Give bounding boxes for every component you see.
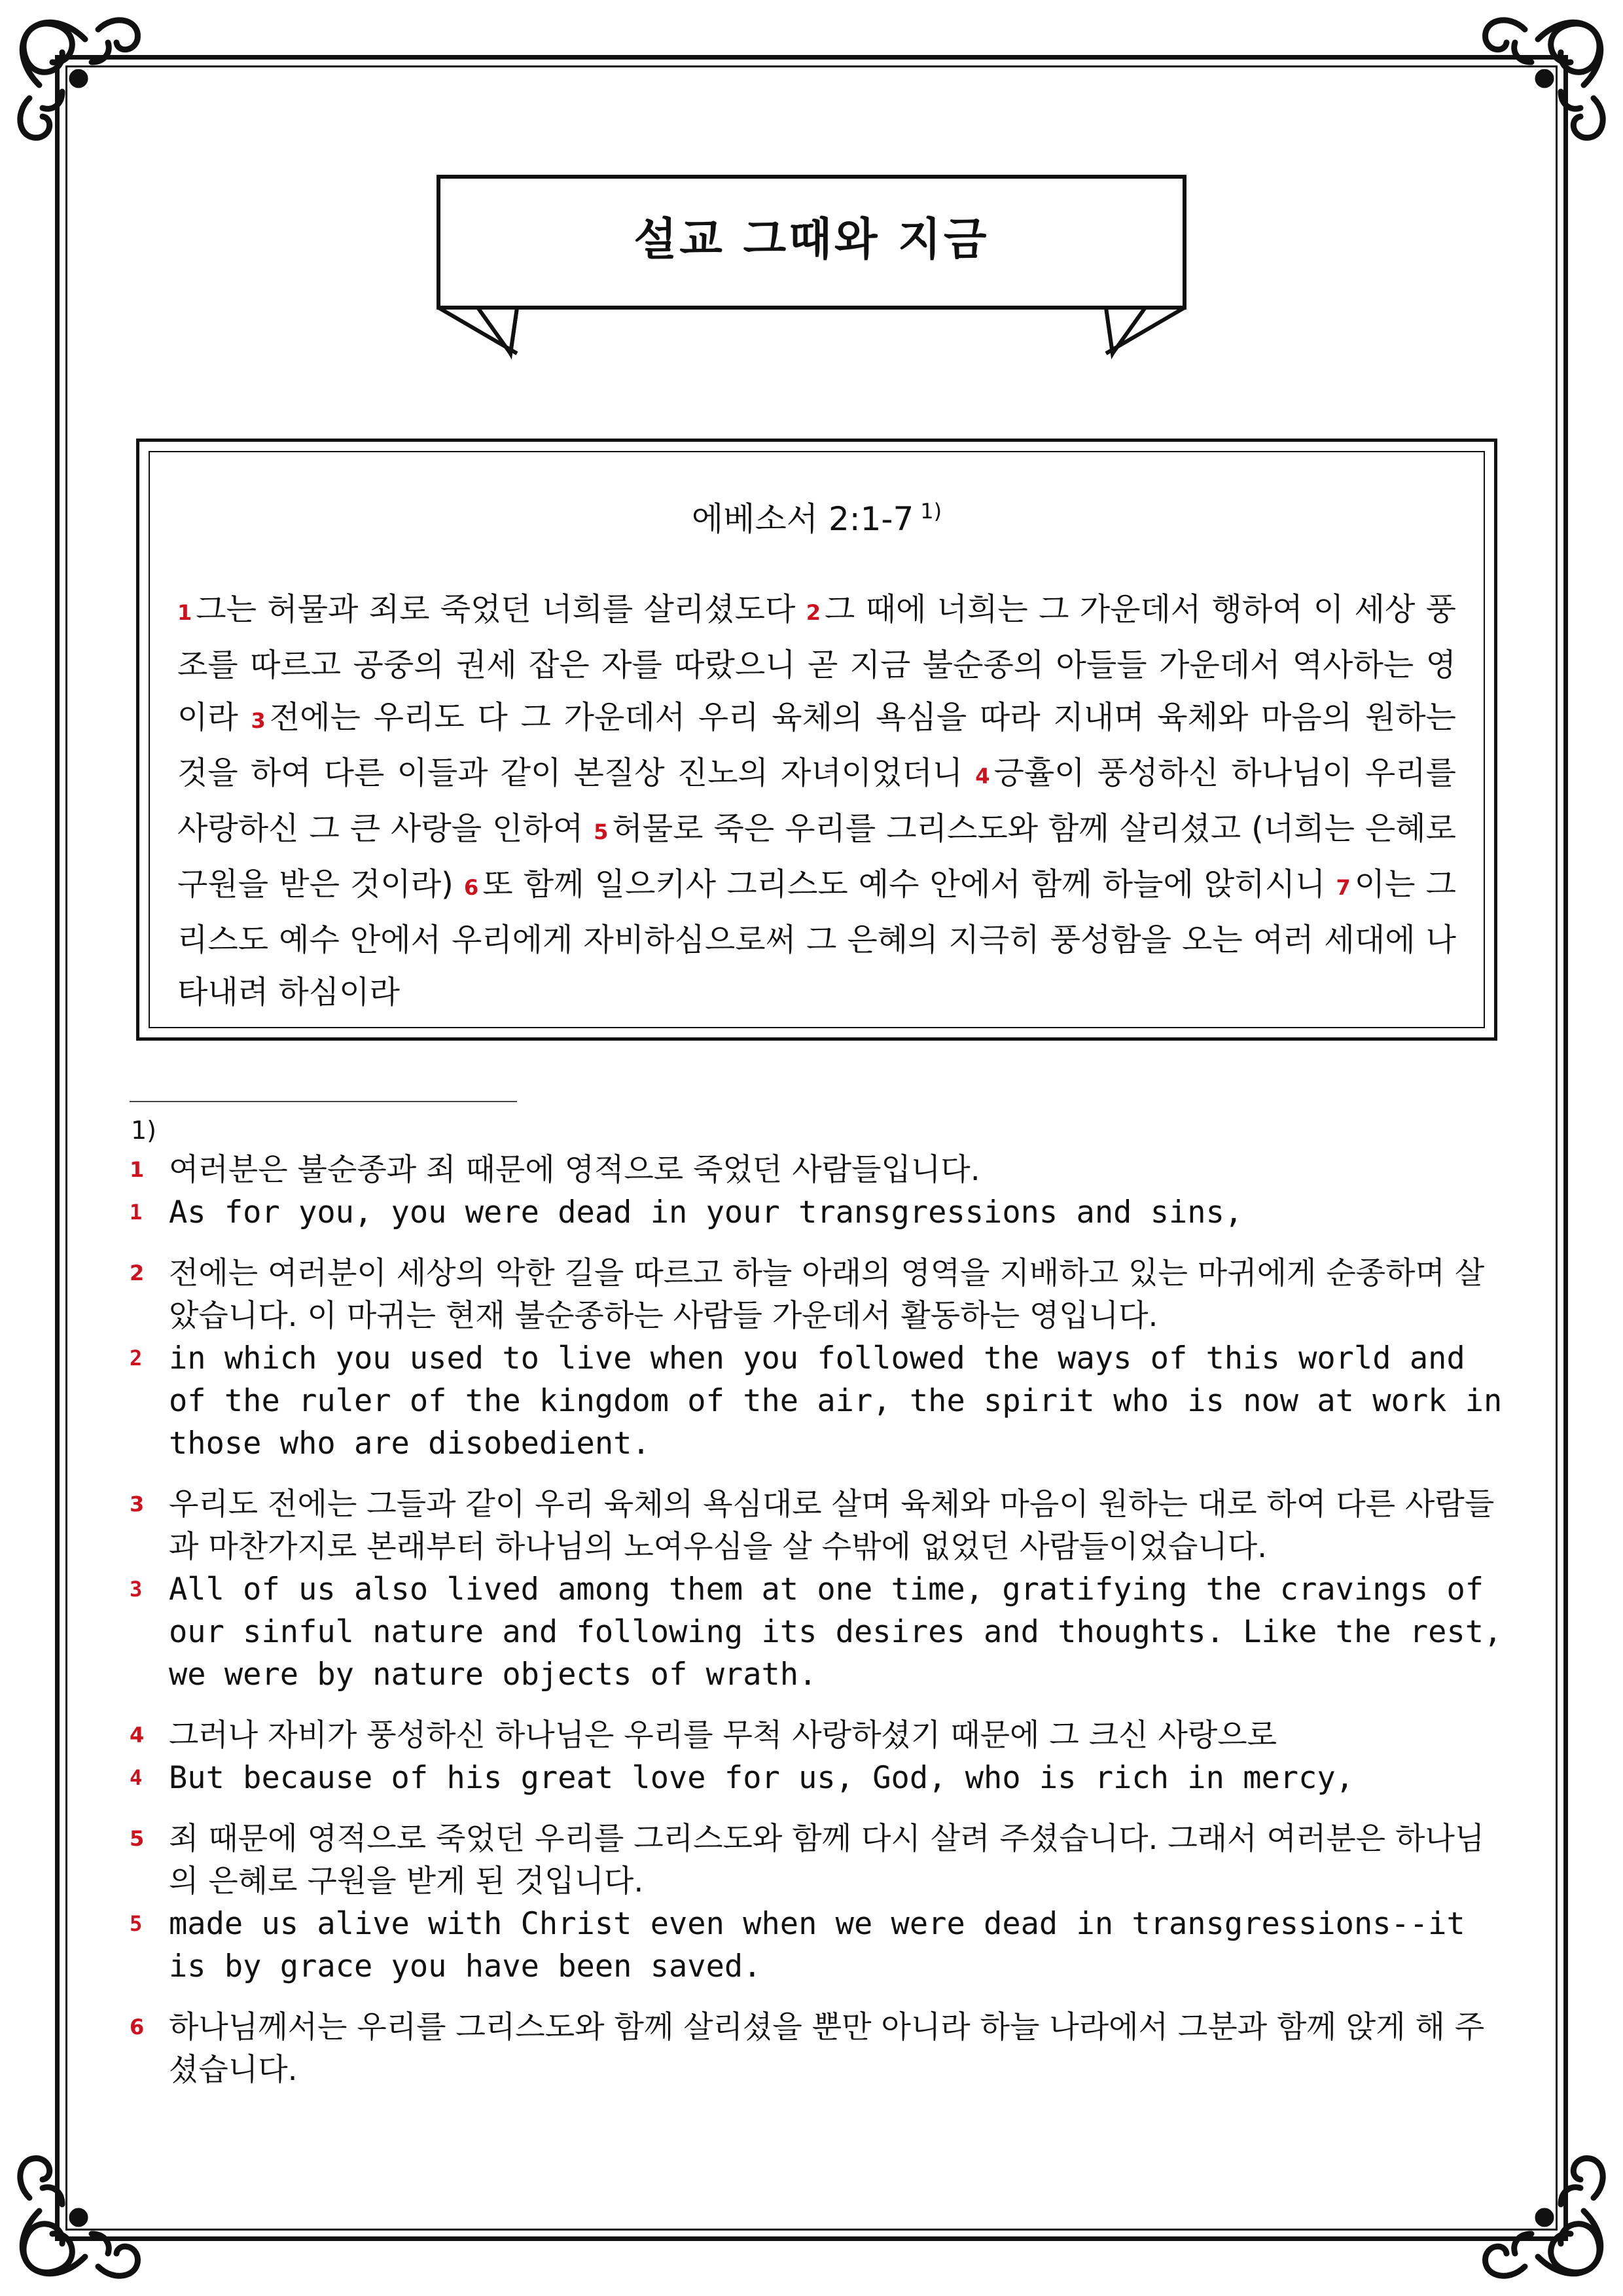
verse-text: 그는 허물과 죄로 죽었던 너희를 살리셨도다	[196, 591, 796, 628]
corner-ornament-icon	[1453, 2126, 1623, 2296]
footnote-number: 5	[130, 1911, 143, 1936]
page-title: 설교 그때와 지금	[633, 214, 990, 266]
footnote-group	[130, 1483, 1504, 1696]
footnote-number: 5	[130, 1826, 145, 1851]
footnote-korean	[130, 2006, 1504, 2091]
footnote-ko-text: 하나님께서는 우리를 그리스도와 함께 살리셨을 뿐만 아니라 하늘 나라에서 그분과 함께 앉게 해 주셨습니다.	[169, 2009, 1485, 2088]
footnote-ko-text: 죄 때문에 영적으로 죽었던 우리를 그리스도와 함께 다시 살려 주셨습니다. 그래서 여러분은 하나님의 은혜로 구원을 받게 된 것입니다.	[169, 1821, 1485, 1899]
scripture-box	[136, 439, 1497, 1041]
footnote-group	[130, 2006, 1504, 2091]
footnote-korean	[130, 1149, 1504, 1191]
verse-text: 그 때에 너희는 그 가운데서 행하여 이 세상 풍조를 따르고 공중의 권세 잡은 자를 따랐으니 곧 지금 불순종의 아들들 가운데서 역사하는 영이라	[177, 591, 1456, 736]
verse-text: 전에는 우리도 다 그 가운데서 우리 육체의 욕심을 따라 지내며 육체와 마음의 원하는 것을 하여 다른 이들과 같이 본질상 진노의 자녀이었더니	[177, 699, 1456, 791]
verse-number: 6	[464, 875, 479, 900]
footnote-english	[130, 1191, 1504, 1234]
footnote-ko-text: 그러나 자비가 풍성하신 하나님은 우리를 무척 사랑하셨기 때문에 그 크신 사랑으로	[169, 1717, 1277, 1753]
footnote-number: 2	[130, 1346, 143, 1371]
scripture-passage	[177, 583, 1456, 1018]
footnote-korean	[130, 1818, 1504, 1903]
verse-text: 이는 그리스도 예수 안에서 우리에게 자비하심으로써 그 은혜의 지극히 풍성함을 오는 여러 세대에 나타내려 하심이라	[177, 866, 1457, 1011]
footnote-korean	[130, 1714, 1504, 1757]
footnote-number: 3	[130, 1577, 143, 1602]
footnote-group	[130, 1149, 1504, 1234]
footnote-number: 4	[130, 1723, 145, 1748]
footnote-number: 2	[130, 1261, 145, 1285]
scripture-reference	[150, 493, 1484, 540]
footnote-korean	[130, 1252, 1504, 1337]
footnote-en-text: made us alive with Christ even when we were dead in transgressions--it is by grace you have been saved.	[169, 1906, 1465, 1984]
corner-ornament-icon	[0, 2126, 170, 2296]
verse-text: 허물로 죽은 우리를 그리스도와 함께 살리셨고 (너희는 은혜로 구원을 받은 것이라)	[177, 810, 1457, 903]
verse-text: 또 함께 일으키사 그리스도 예수 안에서 함께 하늘에 앉히시니	[482, 866, 1326, 903]
footnote-english	[130, 1337, 1504, 1465]
title-banner	[406, 157, 1217, 380]
footnote-group	[130, 1252, 1504, 1465]
footnote-divider	[130, 1101, 517, 1102]
scripture-box-inner	[149, 451, 1485, 1028]
footnote-en-text: All of us also lived among them at one time, gratifying the cravings of our sinful nature and following its desires and thoughts. Like the rest, we were by nature objects of wrath.	[169, 1571, 1503, 1693]
footnote-group	[130, 1714, 1504, 1799]
footnote-english	[130, 1757, 1504, 1799]
verse	[464, 866, 1325, 903]
footnote-number: 1	[130, 1200, 143, 1225]
footnote-en-text: But because of his great love for us, God, who is rich in mercy,	[169, 1760, 1354, 1796]
verse-text: 긍휼이 풍성하신 하나님이 우리를 사랑하신 그 큰 사랑을 인하여	[177, 755, 1456, 847]
footnote-en-text: in which you used to live when you followed the ways of this world and of the ruler of the kingdom of the air, the spirit who is now at work in those who are disobedient.	[169, 1340, 1503, 1462]
footnote-en-text: As for you, you were dead in your transgressions and sins,	[169, 1194, 1243, 1230]
footnote-number: 1	[130, 1157, 145, 1182]
footnote-number: 4	[130, 1765, 143, 1790]
footnote-link[interactable]: 1)	[920, 499, 942, 524]
verse-number: 4	[975, 764, 990, 789]
footnote-ko-text: 우리도 전에는 그들과 같이 우리 육체의 욕심대로 살며 육체와 마음이 원하는 대로 하여 다른 사람들과 마찬가지로 본래부터 하나님의 노여우심을 살 수밖에 없었던 사람들이었습니다.	[169, 1486, 1495, 1565]
verse-number: 5	[594, 819, 609, 844]
footnote-number: 6	[130, 2015, 145, 2039]
footnote-english	[130, 1903, 1504, 1988]
verse-number: 7	[1336, 875, 1351, 900]
reference-text: 에베소서 2:1-7	[691, 500, 914, 538]
footnote-ko-text: 전에는 여러분이 세상의 악한 길을 따르고 하늘 아래의 영역을 지배하고 있는 마귀에게 순종하며 살았습니다. 이 마귀는 현재 불순종하는 사람들 가운데서 활동하는 영입니다.	[169, 1255, 1485, 1334]
verse-number: 1	[177, 600, 192, 625]
footnotes	[130, 1149, 1504, 2109]
footnote-english	[130, 1568, 1504, 1696]
verse-number: 2	[806, 600, 821, 625]
footnote-korean	[130, 1483, 1504, 1568]
footnote-ko-text: 여러분은 불순종과 죄 때문에 영적으로 죽었던 사람들입니다.	[169, 1152, 980, 1188]
verse	[177, 591, 795, 628]
verse-number: 3	[251, 708, 266, 733]
footnote-group	[130, 1818, 1504, 1988]
corner-ornament-icon	[0, 0, 170, 170]
footnote-number: 3	[130, 1492, 145, 1516]
corner-ornament-icon	[1453, 0, 1623, 170]
footnote-label: 1)	[131, 1116, 157, 1145]
